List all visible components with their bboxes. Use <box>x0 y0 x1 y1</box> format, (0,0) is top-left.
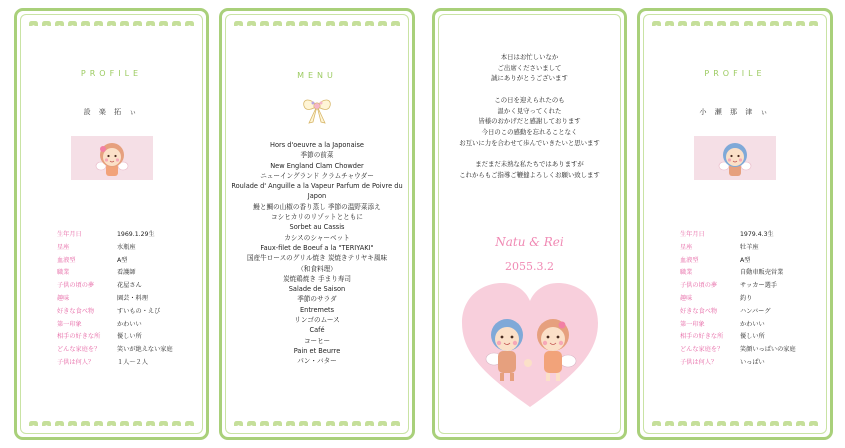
leaf-border-icon <box>29 419 194 429</box>
table-row: 生年月日 1979.4.3生 <box>680 231 774 238</box>
menu-item: 国産牛ロースのグリル焼き 炭焼きテリヤキ風味 <box>246 254 388 263</box>
wedding-date: 2055.3.2 <box>505 260 554 273</box>
menu-item: カシスのシャーベット <box>284 233 350 242</box>
menu-item: コシヒカリのリゾットとともに <box>271 213 363 222</box>
ribbon-bow-icon <box>300 95 334 125</box>
message-line: 今日のこの感動を忘れることなく <box>481 127 578 136</box>
greeting-message <box>435 52 624 180</box>
table-row: 生年月日 1969.1.29生 <box>57 231 155 238</box>
table-row: どんな家庭を？ 笑いが絶えない家庭 <box>57 346 173 354</box>
message-line <box>435 84 624 95</box>
table-row: 血液型 A型 <box>57 256 128 264</box>
message-line: 皆様のおかげだと感謝しております <box>478 117 581 126</box>
profile-name: 設 楽 拓 ぃ <box>83 108 140 116</box>
message-line: お互いに力を合わせて歩んでいきたいと思います <box>459 138 600 147</box>
menu-item: ニューイングランド クラムチャウダー <box>260 171 374 180</box>
menu-item: Entremets <box>299 305 335 314</box>
menu-item: 季節の前菜 <box>300 151 334 160</box>
table-row: 好きな食べ物 ハンバーグ <box>680 307 771 315</box>
menu-item: New England Clam Chowder <box>270 161 364 170</box>
table-row: 星座 水瓶座 <box>57 243 136 251</box>
menu-item: 鰻と鯛の山椒の香り蒸し 季節の温野菜添え <box>253 202 381 211</box>
message-line: この日を迎えられたのも <box>494 95 565 104</box>
table-row: 趣味 園芸・料理 <box>57 294 148 302</box>
menu-item: リンゴのムース <box>294 316 340 325</box>
table-row: 第一印象 かわいい <box>680 320 765 328</box>
menu-item: Hors d'oeuvre a la Japonaise <box>270 141 364 149</box>
leaf-border-icon <box>234 419 400 429</box>
table-row: 血液型 A型 <box>680 256 751 264</box>
message-line: 温かく見守ってくれた <box>497 106 562 115</box>
table-row: 趣味 釣り <box>680 294 753 302</box>
menu-item: コーヒー <box>303 336 331 345</box>
table-row: 子供の頃の夢 花屋さん <box>57 282 142 290</box>
leaf-border-icon <box>29 19 194 29</box>
profile-title: PROFILE <box>80 69 143 78</box>
table-row: 星座 牡羊座 <box>680 243 759 251</box>
greeting-panel <box>432 8 627 440</box>
table-row: 相手の好きな所 優しい所 <box>680 333 765 341</box>
table-row: 好きな食べ物 すいもの・えび <box>57 307 161 315</box>
profile-title: PROFILE <box>704 69 766 78</box>
message-line: まだまだ未熟な私たちではありますが <box>475 160 584 168</box>
profile-name: 小 瀬 那 津 ぃ <box>699 108 771 116</box>
message-line <box>435 148 624 159</box>
girl-cherub-icon <box>71 136 153 180</box>
table-row: 相手の好きな所 優しい所 <box>57 333 142 341</box>
menu-item: 炭焼鶏焼き 手まり寿司 <box>282 274 352 283</box>
menu-item: 季節のサラダ <box>297 295 337 304</box>
message-line: ご出席くださいまして <box>497 63 562 72</box>
menu-panel <box>219 8 415 440</box>
menu-item: Faux-filet de Boeuf a la "TERIYAKI" <box>260 243 374 252</box>
boy-cherub-icon <box>694 136 776 180</box>
table-row: どんな家庭を？ 笑顔いっぱいの家庭 <box>680 346 796 354</box>
bride-profile-panel <box>14 8 209 440</box>
message-line: 誠にありがとうございます <box>491 74 568 83</box>
menu-list <box>226 140 408 367</box>
heart-couple-icon <box>458 281 602 409</box>
profile-table <box>680 229 822 370</box>
message-line: これからもご指導ご鞭撻よろしくお願い致します <box>459 170 600 179</box>
table-row: 職業 自動車販売営業 <box>680 269 784 277</box>
leaf-border-icon <box>652 419 818 429</box>
menu-title: MENU <box>297 71 337 80</box>
table-row: 職業 看護師 <box>57 269 136 277</box>
table-row: 子供は何人？ いっぱい <box>680 358 765 366</box>
menu-item: Café <box>309 326 325 335</box>
menu-item: パン・バター <box>297 357 337 366</box>
table-row: 第一印象 かわいい <box>57 320 142 328</box>
table-row: 子供の頃の夢 サッカー選手 <box>680 282 778 290</box>
menu-item: （和食料理） <box>297 264 337 273</box>
leaf-border-icon <box>234 19 400 29</box>
couple-names: Natu & Rei <box>495 235 564 249</box>
groom-profile-panel <box>637 8 833 440</box>
menu-item: Sorbet au Cassis <box>289 223 345 232</box>
profile-table <box>57 229 198 370</box>
menu-item: Pain et Beurre <box>293 346 341 355</box>
leaf-border-icon <box>652 19 818 29</box>
menu-item: Salade de Saison <box>288 285 346 294</box>
table-row: 子供は何人？ １人〜２人 <box>57 358 148 366</box>
menu-item: Roulade d' Anguille a la Vapeur Parfum de Poivre du Japon <box>231 182 403 201</box>
message-line: 本日はお忙しいなか <box>500 53 559 61</box>
